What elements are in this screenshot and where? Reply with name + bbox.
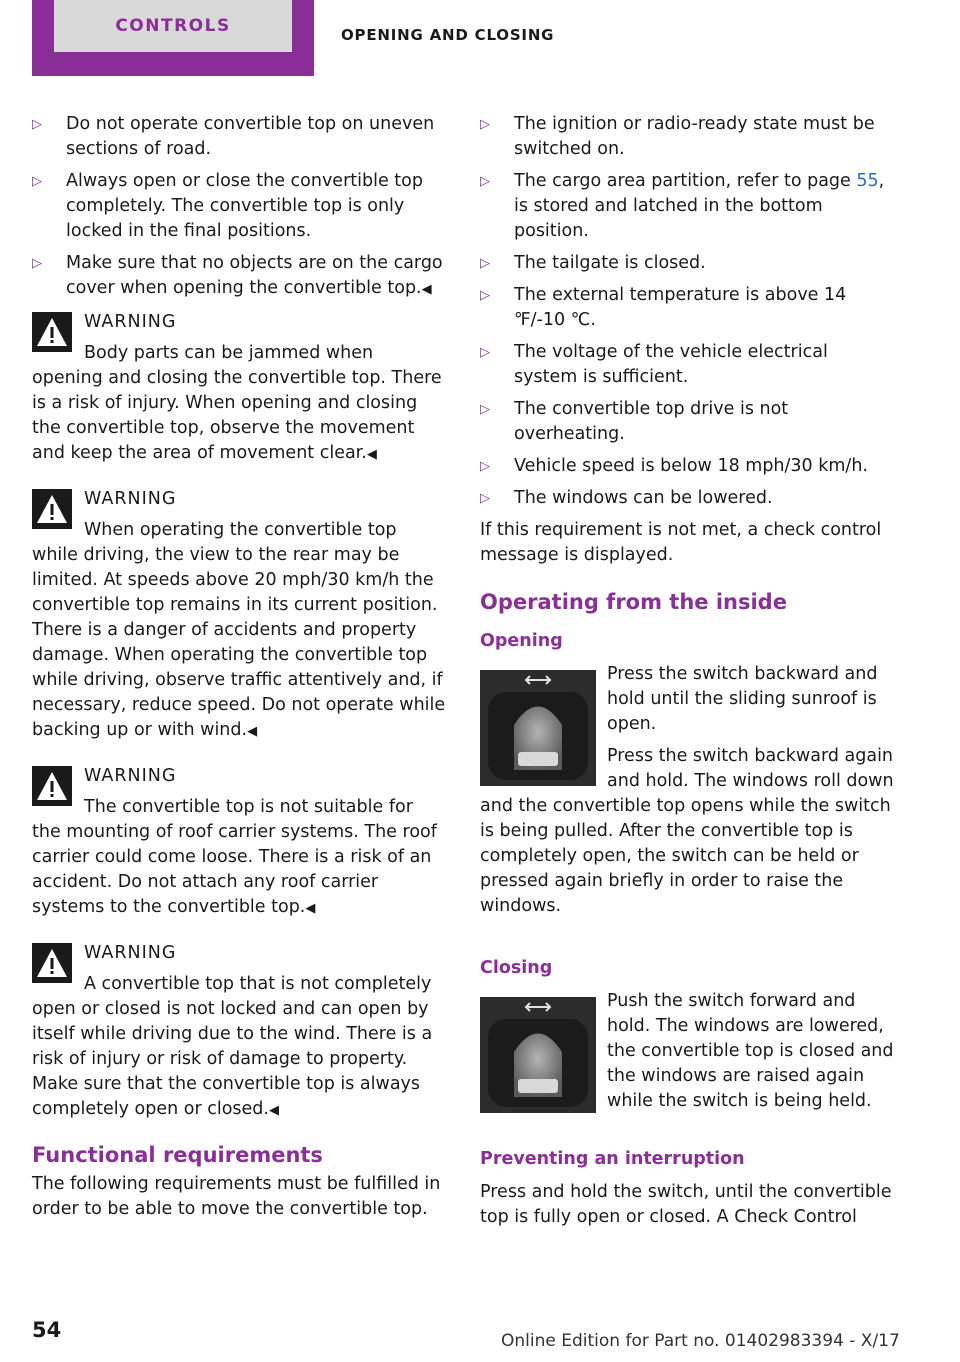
convertible-switch-image [480,997,596,1113]
warning-heading: WARNING [84,766,177,786]
paragraph: Press the switch backward again and hold. The windows roll down and the convertible top opens while the switch is being pulled. After the convertible top is completely open, the switch can be held or pressed again briefly in order to raise the windows. [480,746,894,916]
convertible-switch-image [480,670,596,786]
list-item-text: Make sure that no objects are on the cargo cover when opening the convertible top. [66,253,443,298]
page-number: 54 [32,1318,62,1342]
list-item [32,112,446,162]
list-item-text: The ignition or radio-ready state must be switched on. [514,114,875,159]
heading-operating-inside: Operating from the inside [480,590,787,614]
list-item [32,169,446,244]
partition-text-end: is stored and latched in the bottom position. [514,196,823,241]
warning-heading: WARNING [84,489,177,509]
end-marker-icon: ◀ [268,1103,279,1118]
list-item [480,283,894,333]
right-column [480,112,894,1237]
list-item-text: Vehicle speed is below 18 mph/30 km/h. [514,456,868,476]
paragraph: Press the switch backward and hold until the sliding sunroof is open. [607,664,878,734]
bullet-triangle-icon: ▷ [480,174,490,189]
list-item [480,486,894,511]
list-item [480,169,894,244]
warning-icon [32,766,72,806]
heading-closing: Closing [480,958,553,978]
heading-functional-requirements: Functional requirements [32,1143,323,1167]
warning-text: Body parts can be jammed when opening and closing the convertible top. There is a risk of injury. When opening and closing the convertible top, observe the movement and keep the area of movement clear. [32,343,442,463]
list-item [480,454,894,479]
warning-icon [32,943,72,983]
end-marker-icon: ◀ [247,724,258,739]
header-tab-controls: CONTROLS [54,0,292,52]
left-column [32,112,446,1229]
bullet-triangle-icon: ▷ [480,288,490,303]
list-item [480,251,894,276]
heading-opening: Opening [480,631,563,651]
list-item-text: Always open or close the convertible top completely. The convertible top is only locked in the final positions. [66,171,423,241]
bullet-triangle-icon: ▷ [480,256,490,271]
list-item [32,251,446,302]
list-item-text: The external temperature is above 14 ℉/-10 ℃. [514,285,847,330]
end-marker-icon: ◀ [421,282,432,297]
list-item [480,112,894,162]
list-item [480,340,894,390]
closing-block [480,989,894,1121]
section-title: OPENING AND CLOSING [341,26,555,44]
end-marker-icon: ◀ [366,447,377,462]
list-item-text: The voltage of the vehicle electrical system is sufficient. [514,342,828,387]
bullet-triangle-icon: ▷ [480,345,490,360]
list-item-text [514,169,894,244]
partition-text: The cargo area partition, refer to page [514,171,857,191]
footer-edition: Online Edition for Part no. 01402983394 - X/17 [501,1331,900,1351]
list-item-text: The windows can be lowered. [514,488,773,508]
heading-preventing-interruption: Preventing an interruption [480,1149,745,1169]
warning-icon [32,312,72,352]
bullet-triangle-icon: ▷ [480,491,490,506]
warning-block [32,487,446,744]
bullet-triangle-icon: ▷ [32,256,42,271]
paragraph: Press and hold the switch, until the convertible top is fully open or closed. A Check Control [480,1182,892,1227]
list-item-text: The tailgate is closed. [514,253,706,273]
list-item [480,397,894,447]
opening-block [480,662,894,926]
warning-block [32,310,446,467]
bullet-triangle-icon: ▷ [480,402,490,417]
warning-icon [32,489,72,529]
warning-text: When operating the convertible top while driving, the view to the rear may be limited. At speeds above 20 mph/30 km/h the convertible top remains in its current position. There is a danger of accidents and property damage. When operating the convertible top while driving, observe traffic attentively and, if necessary, reduce speed. Do not operate while backing up or with wind. [32,520,446,740]
warning-block [32,941,446,1123]
bullet-triangle-icon: ▷ [480,459,490,474]
warning-text: The convertible top is not suitable for the mounting of roof carrier systems. The roof carrier could come loose. There is a risk of an accident. Do not attach any roof carrier systems to the convertible top. [32,797,437,917]
header-tab-frame [32,0,314,76]
bullet-triangle-icon: ▷ [32,117,42,132]
partition-comma: , [878,171,885,191]
page-reference-link[interactable]: 55 [856,171,879,191]
list-item-text: Do not operate convertible top on uneven sections of road. [66,114,435,159]
warning-text: A convertible top that is not completely open or closed is not locked and can open by itself while driving due to the wind. There is a risk of injury or risk of damage to property. Make sure that the convertible top is always completely open or closed. [32,974,433,1119]
bullet-triangle-icon: ▷ [480,117,490,132]
paragraph: The following requirements must be fulfilled in order to be able to move the convertible top. [32,1174,441,1219]
warning-heading: WARNING [84,943,177,963]
warning-block [32,764,446,921]
paragraph: Push the switch forward and hold. The windows are lowered, the convertible top is closed and the windows are raised again while the switch is being held. [607,991,894,1111]
list-item-text: The convertible top drive is not overheating. [514,399,789,444]
end-marker-icon: ◀ [305,901,316,916]
bullet-triangle-icon: ▷ [32,174,42,189]
warning-heading: WARNING [84,312,177,332]
paragraph: If this requirement is not met, a check control message is displayed. [480,520,882,565]
